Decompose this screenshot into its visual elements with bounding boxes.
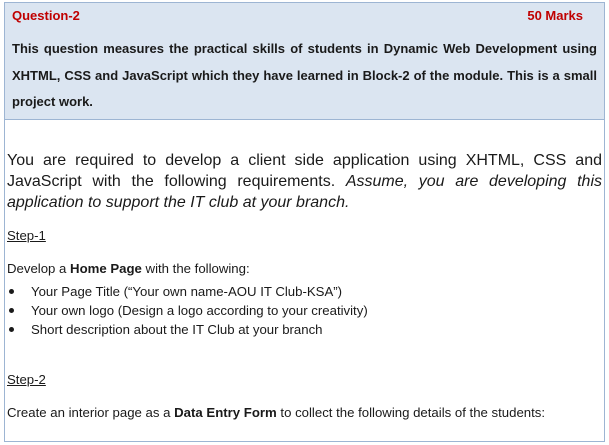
step2-lead [7, 405, 602, 420]
question-marks: 50 Marks [527, 8, 583, 23]
list-item [7, 320, 368, 339]
list-item [7, 282, 368, 301]
step2-lead-bold: Data Entry Form [174, 405, 277, 420]
step1-lead-prefix: Develop a [7, 261, 71, 276]
step2-heading: Step-2 [7, 372, 46, 387]
question-header [5, 3, 604, 120]
bullet-icon [9, 327, 14, 332]
bullet-icon [9, 289, 14, 294]
list-item-text: Short description about the IT Club at your branch [31, 322, 323, 337]
step1-lead-bold: Home Page [70, 261, 142, 276]
list-item [7, 301, 368, 320]
step1-heading: Step-1 [7, 228, 46, 243]
step2-lead-suffix: to collect the following details of the students: [276, 405, 546, 420]
requirements-assumption: Assume, you are developing this application to support the IT club at your branch. [7, 173, 602, 211]
requirements-text: You are required to develop a client side application using XHTML, CSS and JavaScript with the following requirements. [7, 152, 602, 190]
document-page [4, 2, 605, 442]
step1-lead-suffix: with the following: [141, 261, 250, 276]
question-intro: This question measures the practical skills of students in Dynamic Web Development using XHTML, CSS and JavaScript which they have learned in Block-2 of the module. This is a small project work. [12, 41, 597, 109]
bullet-icon [9, 308, 14, 313]
step2-lead-prefix: Create an interior page as a [7, 405, 175, 420]
list-item-text: Your own logo (Design a logo according to your creativity) [31, 303, 368, 318]
step1-requirements-list [7, 282, 368, 339]
step1-lead [7, 261, 602, 276]
requirements-paragraph [7, 150, 602, 213]
question-title: Question-2 [12, 8, 80, 23]
list-item-text: Your Page Title (“Your own name-AOU IT Club-KSA”) [31, 284, 343, 299]
question-title-row [12, 8, 583, 24]
